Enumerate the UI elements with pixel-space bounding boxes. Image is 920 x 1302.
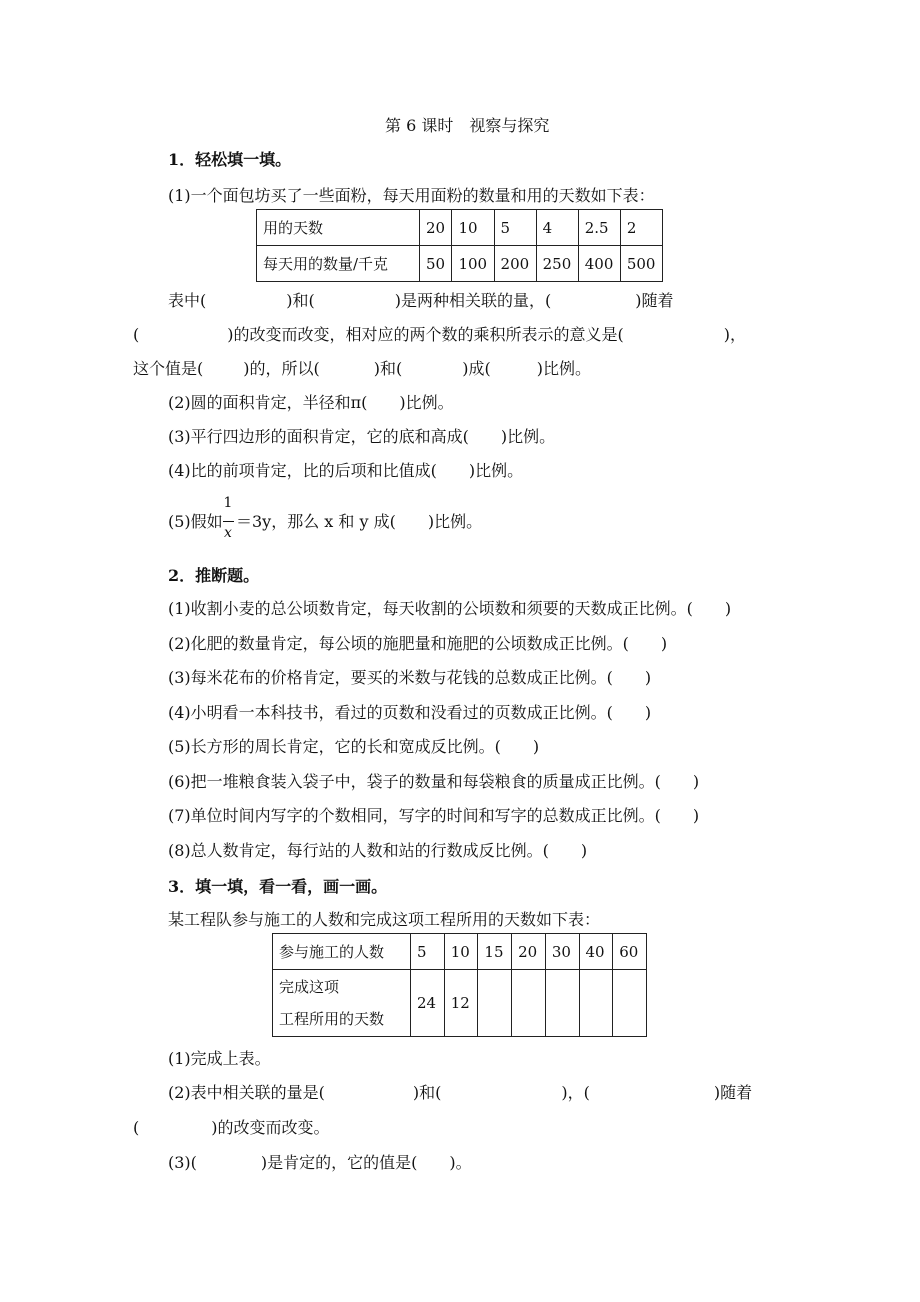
fill-line-1-b: )和( [286,291,315,310]
workers-table-cell: 40 [579,934,613,970]
flour-table-cell: 200 [494,246,536,282]
workers-table [272,933,647,1037]
q4: (4)比的前项肯定，比的后项和比值成( )比例。 [168,461,524,480]
q5-post: ＝3y，那么 x 和 y 成( )比例。 [236,512,483,531]
judge-item: (8)总人数肯定，每行站的人数和站的行数成反比例。( ) [168,841,588,860]
flour-table-cell: 20 [420,210,452,246]
workers-table-cell [478,970,512,1037]
fill-line-1-d: )随着 [635,291,674,310]
workers-table-cell [613,970,647,1037]
flour-table-row1-label: 用的天数 [257,210,420,246]
workers-table-cell: 60 [613,934,647,970]
flour-table [256,209,663,282]
workers-table-cell [545,970,579,1037]
workers-table-cell [579,970,613,1037]
workers-table-cell: 20 [512,934,546,970]
workers-table-cell: 24 [411,970,445,1037]
fill-line-1-a: 表中( [168,291,207,310]
flour-table-cell: 2.5 [578,210,620,246]
q2: (2)圆的面积肯定，半径和π( )比例。 [168,393,454,412]
flour-table-cell: 4 [536,210,578,246]
s3-q2-b: )和( [412,1083,442,1102]
fill-line-1 [168,291,674,311]
page-title: 第 6 课时 视察与探究 [385,116,550,135]
flour-table-cell: 5 [494,210,536,246]
q3: (3)平行四边形的面积肯定，它的底和高成( )比例。 [168,427,556,446]
flour-table-cell: 100 [452,246,494,282]
fill-line-2-a: ( [133,325,140,344]
s3-q3-c: )。 [449,1153,472,1172]
workers-table-cell: 12 [444,970,478,1037]
s3-q3-a: (3)( [168,1153,197,1172]
s3-q2-a: (2)表中相关联的量是( [168,1083,325,1102]
judge-item: (7)单位时间内写字的个数相同，写字的时间和写字的总数成正比例。( ) [168,806,700,825]
workers-table-cell: 10 [444,934,478,970]
s3-q2-c: )，( [561,1083,590,1102]
flour-table-cell: 250 [536,246,578,282]
workers-table-row2-label [273,970,411,1037]
s3-q2-d: )随着 [713,1083,753,1102]
judge-item: (4)小明看一本科技书，看过的页数和没看过的页数成正比例。( ) [168,703,652,722]
workers-table-row2-label-2: 工程所用的天数 [279,1010,385,1028]
judge-item: (2)化肥的数量肯定，每公顷的施肥量和施肥的公顷数成正比例。( ) [168,634,668,653]
s3-q1: (1)完成上表。 [168,1049,271,1068]
workers-table-cell: 30 [545,934,579,970]
fill-line-3-e: )比例。 [536,359,591,378]
section-2-heading: 2．推断题。 [168,566,260,585]
judge-item: (1)收割小麦的总公顷数肯定，每天收割的公顷数和须要的天数成正比例。( ) [168,599,732,618]
fill-line-2-b: )的改变而改变，相对应的两个数的乘积所表示的意义是( [227,325,624,344]
fill-line-3-a: 这个值是( [133,359,204,378]
s3-q3-b: )是肯定的，它的值是( [260,1153,418,1172]
s3-q3 [168,1153,472,1173]
s3-q2-line-1 [168,1083,752,1103]
flour-table-row2-label: 每天用的数量/千克 [257,246,420,282]
s3-q2-line-2 [133,1118,330,1138]
flour-table-cell: 500 [620,246,662,282]
fill-line-3-c: )和( [373,359,403,378]
fill-line-2-c: )， [723,325,746,344]
fill-line-3-b: )的，所以( [243,359,320,378]
s3-intro: 某工程队参与施工的人数和完成这项工程所用的天数如下表： [168,910,601,929]
judge-item: (5)长方形的周长肯定，它的长和宽成反比例。( ) [168,737,540,756]
section-1-heading: 1．轻松填一填。 [168,150,292,169]
q1-intro: (1)一个面包坊买了一些面粉，每天用面粉的数量和用的天数如下表： [168,186,655,205]
flour-table-cell: 50 [420,246,452,282]
fill-line-3 [133,359,591,379]
workers-table-row2-label-1: 完成这项 [279,978,340,996]
flour-table-cell: 400 [578,246,620,282]
fill-line-2 [133,325,746,345]
judge-item: (6)把一堆粮食装入袋子中，袋子的数量和每袋粮食的质量成正比例。( ) [168,772,700,791]
workers-table-cell [512,970,546,1037]
workers-table-cell: 15 [478,934,512,970]
section-3-heading: 3．填一填，看一看，画一画。 [168,877,388,896]
workers-table-cell: 5 [411,934,445,970]
workers-table-row1-label: 参与施工的人数 [273,934,411,970]
judge-item: (3)每米花布的价格肯定，要买的米数与花钱的总数成正比例。( ) [168,668,652,687]
q5-pre: (5)假如 [168,512,223,531]
q5-fraction-numerator: 1 [223,495,233,511]
s3-q2-e: ( [133,1118,140,1137]
q5-fraction-bar [223,521,234,522]
fill-line-3-d: )成( [462,359,491,378]
fill-line-1-c: )是两种相关联的量，( [394,291,552,310]
s3-q2-f: )的改变而改变。 [211,1118,330,1137]
flour-table-cell: 2 [620,210,662,246]
q5-fraction-denominator: x [224,525,232,541]
flour-table-cell: 10 [452,210,494,246]
